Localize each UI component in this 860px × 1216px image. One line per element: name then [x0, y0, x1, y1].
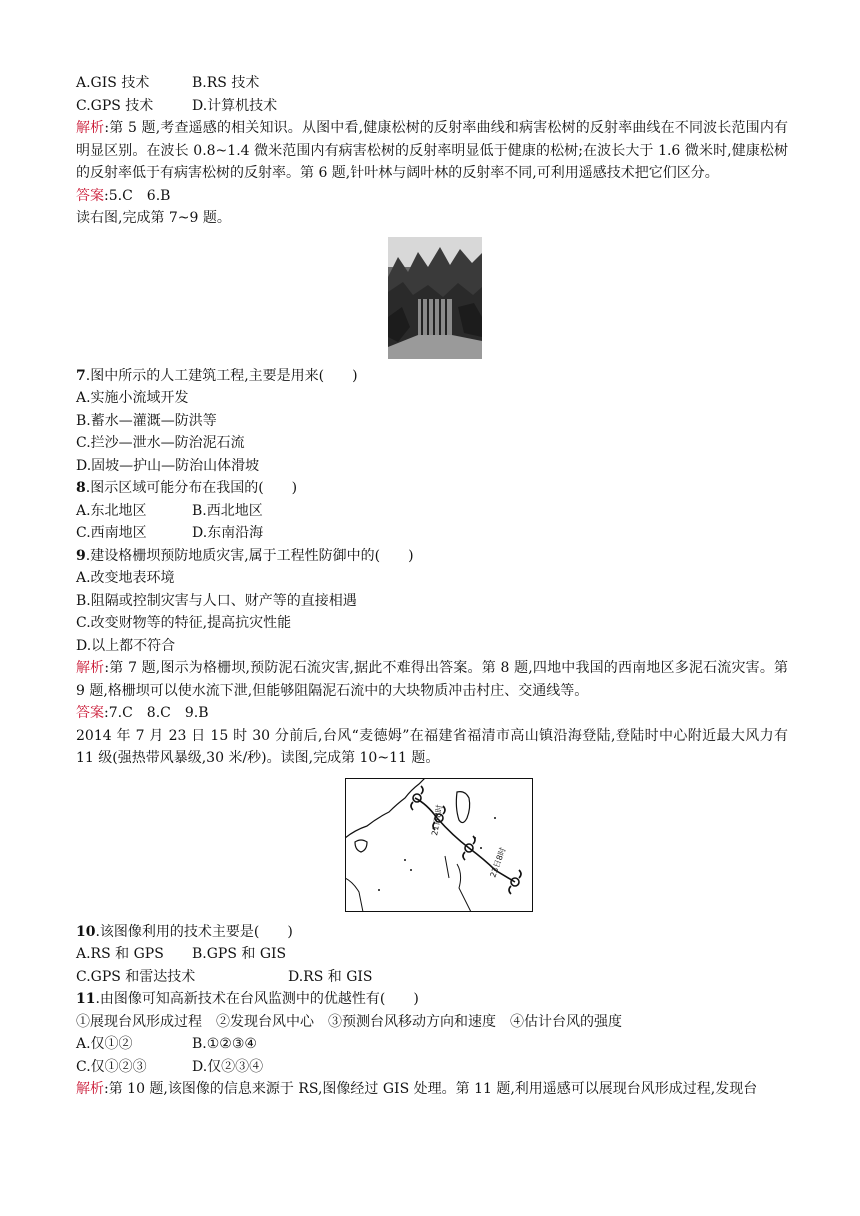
q9-option-d: D.以上都不符合 [76, 637, 176, 654]
grid-dam-photo-box [76, 237, 788, 359]
q11-option-a: A.仅①② [76, 1036, 133, 1052]
answer-label: 答案 [76, 187, 104, 204]
q11-option-d: D.仅②③④ [192, 1058, 264, 1075]
answer-label: 答案 [76, 705, 104, 721]
q10-option-d: D.RS 和 GIS [288, 968, 373, 985]
q10-option-a: A.RS 和 GPS [76, 946, 164, 962]
answer-text: :5.C 6.B [104, 187, 171, 204]
analysis-10-11 [76, 1078, 788, 1101]
q10-options-row1 [76, 943, 788, 966]
q10-option-b: B.GPS 和 GIS [192, 946, 287, 962]
typhoon-track-map [345, 778, 533, 912]
typhoon-map-box [76, 778, 788, 912]
q8-options-row2 [76, 522, 788, 545]
q8-option-d: D.东南沿海 [192, 525, 264, 541]
track-label-23: 23日8时 [487, 845, 508, 879]
q7-option-c: C.拦沙—泄水—防治泥石流 [76, 435, 245, 451]
answer-text: :7.C 8.C 9.B [104, 705, 209, 721]
q9-stem: 9.建设格栅坝预防地质灾害,属于工程性防御中的( ) [76, 547, 414, 564]
q4-options-row1 [76, 72, 788, 95]
q7-stem: 7.图中所示的人工建筑工程,主要是用来( ) [76, 367, 358, 384]
q11-options-row2 [76, 1056, 788, 1079]
q4-options-row2 [76, 95, 788, 118]
analysis-5-6 [76, 117, 788, 185]
q11-options-row1 [76, 1033, 788, 1056]
q11-stem: 11.由图像可知高新技术在台风监测中的优越性有( ) [76, 991, 419, 1007]
q8-option-a: A.东北地区 [76, 502, 147, 519]
q8-option-c: C.西南地区 [76, 525, 147, 541]
analysis-text: :第 7 题,图示为格栅坝,预防泥石流灾害,据此不难得出答案。第 8 题,四地中我国的西南地区多泥石流灾害。第 9 题,格栅坝可以使水流下泄,但能够阻隔泥石流中的大块物质冲击村庄、交通线等。 [76, 660, 788, 699]
page [76, 72, 788, 1101]
q11-option-b: B.①②③④ [192, 1036, 257, 1052]
analysis-text: :第 10 题,该图像的信息来源于 RS,图像经过 GIS 处理。第 11 题,利用遥感可以展现台风形成过程,发现台 [104, 1081, 758, 1097]
q11-option-c: C.仅①②③ [76, 1058, 147, 1075]
q9-option-c: C.改变财物等的特征,提高抗灾性能 [76, 615, 292, 631]
option-d: D.计算机技术 [192, 97, 278, 114]
q10-stem: 10.该图像利用的技术主要是( ) [76, 923, 293, 940]
q8-option-b: B.西北地区 [192, 502, 263, 519]
analysis-label: 解析 [76, 120, 105, 136]
option-c: C.GPS 技术 [76, 97, 154, 114]
q9-option-a: A.改变地表环境 [76, 570, 175, 586]
intro-10-11: 2014 年 7 月 23 日 15 时 30 分前后,台风“麦德姆”在福建省福清市高山镇沿海登陆,登陆时中心附近最大风力有 11 级(强热带风暴级,30 米/秒)。读图,完成第 10~11 题。 [76, 727, 788, 766]
analysis-text: :第 5 题,考查遥感的相关知识。从图中看,健康松树的反射率曲线和病害松树的反射率曲线在不同波长范围内有明显区别。在波长 0.8~1.4 微米范围内有病害松树的反射率明显低于健康的松树;在波长大于 1.6 微米时,健康松树的反射率低于有病害松树的反射率。第 6 题,针叶林与阔叶林的反射率不同,可利用遥感技术把它们区分。 [76, 120, 788, 181]
q10-options-row2 [76, 966, 788, 989]
option-a: A.GIS 技术 [76, 75, 150, 91]
answer-5-6 [76, 185, 788, 208]
q7-option-d: D.固坡—护山—防治山体滑坡 [76, 457, 260, 474]
q9-option-b: B.阻隔或控制灾害与人口、财产等的直接相遇 [76, 592, 357, 609]
option-b: B.RS 技术 [192, 75, 260, 91]
q7-option-a: A.实施小流域开发 [76, 390, 189, 406]
analysis-label: 解析 [76, 660, 105, 676]
q8-stem: 8.图示区域可能分布在我国的( ) [76, 480, 298, 496]
q10-option-c: C.GPS 和雷达技术 [76, 968, 196, 985]
q8-options-row1 [76, 500, 788, 523]
intro-7-9: 读右图,完成第 7~9 题。 [76, 210, 231, 226]
q7-option-b: B.蓄水—灌溉—防洪等 [76, 412, 217, 429]
analysis-label: 解析 [76, 1081, 104, 1097]
grid-dam-photo [388, 237, 482, 359]
q11-items: ①展现台风形成过程 ②发现台风中心 ③预测台风移动方向和速度 ④估计台风的强度 [76, 1013, 622, 1030]
track-label-21: 21日8时 [429, 803, 444, 836]
analysis-7-9 [76, 657, 788, 702]
answer-7-9 [76, 702, 788, 725]
